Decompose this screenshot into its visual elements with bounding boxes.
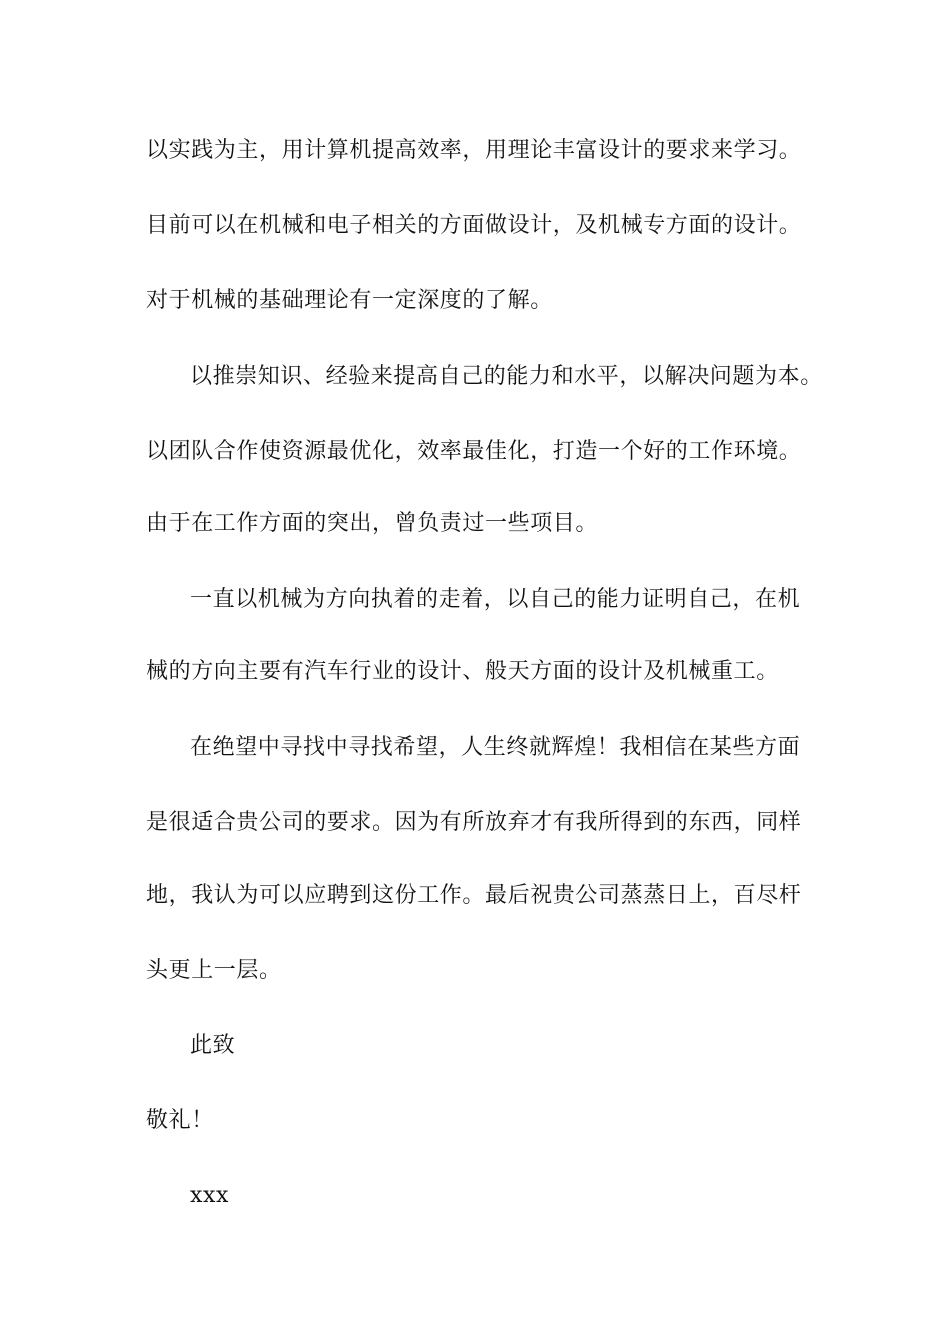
closing-regards: 敬礼！ (146, 1108, 214, 1133)
text-line: 以团队合作使资源最优化，效率最佳化，打造一个好的工作环境。 (146, 439, 802, 464)
text-line: 是很适合贵公司的要求。因为有所放弃才有我所得到的东西，同样 (146, 810, 802, 835)
text-line: 械的方向主要有汽车行业的设计、般天方面的设计及机械重工。 (146, 659, 779, 684)
signature: xxx (190, 1183, 230, 1208)
text-line: 对于机械的基础理论有一定深度的了解。 (146, 288, 553, 313)
text-line: 头更上一层。 (146, 958, 282, 983)
text-line: 以实践为主，用计算机提高效率，用理论丰富设计的要求来学习。 (146, 138, 802, 163)
text-line: 由于在工作方面的突出，曾负责过一些项目。 (146, 511, 599, 536)
text-line: 一直以机械为方向执着的走着，以自己的能力证明自己，在机 (190, 587, 801, 612)
text-line: 目前可以在机械和电子相关的方面做设计，及机械专方面的设计。 (146, 213, 802, 238)
text-line: 地，我认为可以应聘到这份工作。最后祝贵公司蒸蒸日上，百尽杆 (146, 883, 802, 908)
text-line: 在绝望中寻找中寻找希望，人生终就辉煌！我相信在某些方面 (190, 735, 801, 760)
text-line: 以推崇知识、经验来提高自己的能力和水平，以解决问题为本。 (190, 364, 823, 389)
closing-salutation: 此致 (190, 1033, 236, 1058)
